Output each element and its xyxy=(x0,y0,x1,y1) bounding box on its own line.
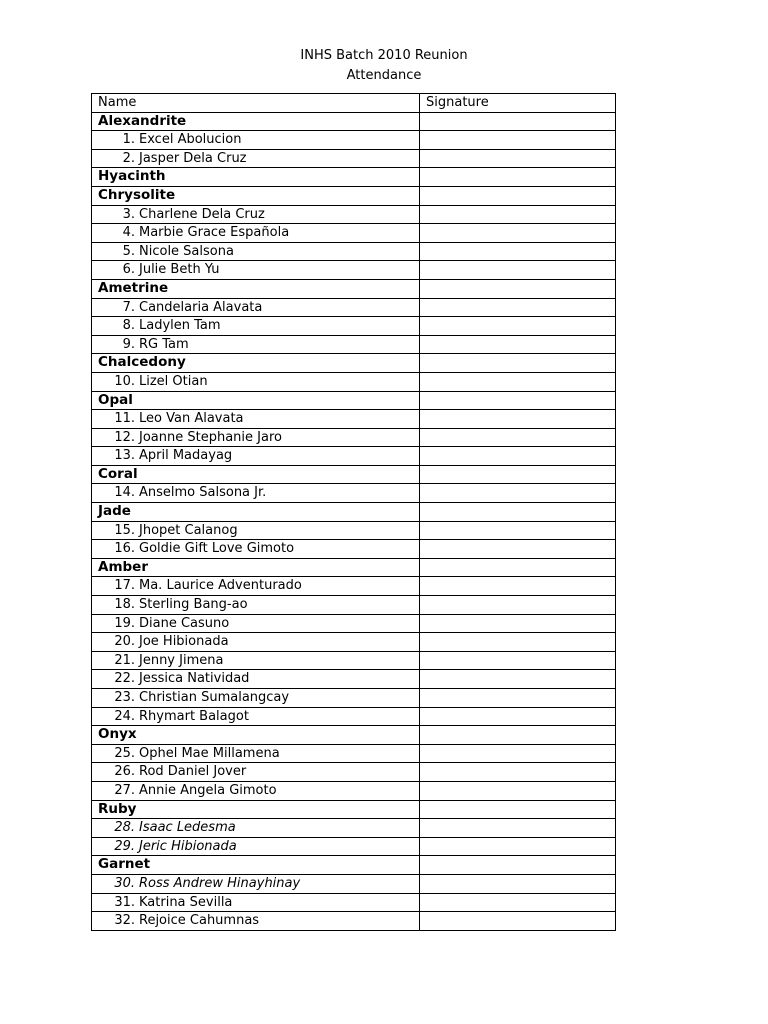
member-number: 29. xyxy=(114,838,135,854)
signature-cell xyxy=(420,558,616,577)
group-label: Jade xyxy=(92,503,420,522)
signature-cell xyxy=(420,372,616,391)
member-name: Julie Beth Yu xyxy=(139,262,220,278)
member-name: April Madayag xyxy=(139,448,233,464)
signature-cell xyxy=(420,726,616,745)
group-row xyxy=(92,168,616,187)
member-row xyxy=(92,670,616,689)
signature-cell xyxy=(420,484,616,503)
member-number: 18. xyxy=(114,597,135,613)
signature-cell xyxy=(420,149,616,168)
group-row xyxy=(92,726,616,745)
member-row xyxy=(92,819,616,838)
group-label: Chalcedony xyxy=(92,354,420,373)
member-number: 15. xyxy=(114,522,135,538)
member-row xyxy=(92,261,616,280)
member-number: 22. xyxy=(114,671,135,687)
group-label: Amber xyxy=(92,558,420,577)
signature-cell xyxy=(420,819,616,838)
member-number: 13. xyxy=(114,448,135,464)
member-row xyxy=(92,874,616,893)
member-name: RG Tam xyxy=(139,336,189,352)
member-name: Ma. Laurice Adventurado xyxy=(139,578,302,594)
member-number: 21. xyxy=(114,652,135,668)
member-cell xyxy=(92,707,420,726)
member-name: Marbie Grace Española xyxy=(139,225,290,241)
member-number: 20. xyxy=(114,634,135,650)
member-cell xyxy=(92,447,420,466)
member-cell xyxy=(92,912,420,931)
member-cell xyxy=(92,577,420,596)
group-row xyxy=(92,279,616,298)
table-body xyxy=(92,112,616,930)
member-cell xyxy=(92,763,420,782)
member-name: Jenny Jimena xyxy=(139,652,224,668)
member-name: Joe Hibionada xyxy=(139,634,229,650)
signature-cell xyxy=(420,856,616,875)
member-number: 25. xyxy=(114,745,135,761)
signature-cell xyxy=(420,874,616,893)
member-number: 3. xyxy=(122,206,135,222)
member-cell xyxy=(92,335,420,354)
member-cell xyxy=(92,521,420,540)
header-signature: Signature xyxy=(420,94,616,113)
member-cell xyxy=(92,131,420,150)
signature-cell xyxy=(420,112,616,131)
signature-cell xyxy=(420,391,616,410)
member-number: 4. xyxy=(122,225,135,241)
member-cell xyxy=(92,372,420,391)
member-cell xyxy=(92,689,420,708)
group-label: Garnet xyxy=(92,856,420,875)
member-cell xyxy=(92,298,420,317)
member-cell xyxy=(92,781,420,800)
member-cell xyxy=(92,242,420,261)
signature-cell xyxy=(420,131,616,150)
member-number: 17. xyxy=(114,578,135,594)
signature-cell xyxy=(420,837,616,856)
member-row xyxy=(92,540,616,559)
signature-cell xyxy=(420,186,616,205)
member-name: Jessica Natividad xyxy=(139,671,250,687)
member-row xyxy=(92,447,616,466)
signature-cell xyxy=(420,596,616,615)
signature-cell xyxy=(420,261,616,280)
group-label: Ruby xyxy=(92,800,420,819)
member-cell xyxy=(92,596,420,615)
member-row xyxy=(92,744,616,763)
signature-cell xyxy=(420,670,616,689)
group-row xyxy=(92,354,616,373)
member-name: Ladylen Tam xyxy=(139,318,221,334)
member-row xyxy=(92,577,616,596)
member-row xyxy=(92,372,616,391)
group-row xyxy=(92,800,616,819)
document-header xyxy=(0,46,768,85)
member-row xyxy=(92,521,616,540)
member-number: 14. xyxy=(114,485,135,501)
member-cell xyxy=(92,893,420,912)
member-row xyxy=(92,707,616,726)
signature-cell xyxy=(420,707,616,726)
signature-cell xyxy=(420,317,616,336)
member-cell xyxy=(92,651,420,670)
member-row xyxy=(92,224,616,243)
member-cell xyxy=(92,261,420,280)
member-name: Joanne Stephanie Jaro xyxy=(139,429,282,445)
member-name: Rejoice Cahumnas xyxy=(139,913,260,929)
signature-cell xyxy=(420,335,616,354)
member-number: 6. xyxy=(122,262,135,278)
member-name: Leo Van Alavata xyxy=(139,411,244,427)
member-row xyxy=(92,837,616,856)
member-row xyxy=(92,298,616,317)
member-number: 19. xyxy=(114,615,135,631)
group-label: Hyacinth xyxy=(92,168,420,187)
member-row xyxy=(92,205,616,224)
member-row xyxy=(92,763,616,782)
member-name: Goldie Gift Love Gimoto xyxy=(139,541,295,557)
group-row xyxy=(92,558,616,577)
member-number: 30. xyxy=(114,875,135,891)
member-number: 8. xyxy=(122,318,135,334)
member-row xyxy=(92,335,616,354)
member-cell xyxy=(92,670,420,689)
signature-cell xyxy=(420,540,616,559)
member-number: 1. xyxy=(122,132,135,148)
member-name: Christian Sumalangcay xyxy=(139,690,290,705)
member-row xyxy=(92,484,616,503)
group-label: Coral xyxy=(92,465,420,484)
signature-cell xyxy=(420,503,616,522)
signature-cell xyxy=(420,781,616,800)
member-row xyxy=(92,651,616,670)
group-row xyxy=(92,391,616,410)
group-label: Onyx xyxy=(92,726,420,745)
member-row xyxy=(92,781,616,800)
member-name: Nicole Salsona xyxy=(139,243,234,259)
member-name: Diane Casuno xyxy=(139,615,230,631)
member-cell xyxy=(92,428,420,447)
member-cell xyxy=(92,819,420,838)
member-row xyxy=(92,614,616,633)
member-row xyxy=(92,131,616,150)
member-name: Ross Andrew Hinayhinay xyxy=(139,875,301,891)
member-name: Jasper Dela Cruz xyxy=(139,150,247,166)
member-number: 5. xyxy=(122,243,135,259)
signature-cell xyxy=(420,800,616,819)
member-cell xyxy=(92,317,420,336)
table-header xyxy=(92,94,616,113)
member-cell xyxy=(92,205,420,224)
document-subtitle: Attendance xyxy=(346,67,422,83)
signature-cell xyxy=(420,242,616,261)
signature-cell xyxy=(420,577,616,596)
group-row xyxy=(92,503,616,522)
member-name: Jeric Hibionada xyxy=(139,838,237,854)
member-cell xyxy=(92,540,420,559)
member-name: Annie Angela Gimoto xyxy=(139,782,277,798)
member-row xyxy=(92,912,616,931)
group-label: Opal xyxy=(92,391,420,410)
member-cell xyxy=(92,837,420,856)
member-row xyxy=(92,242,616,261)
attendance-table xyxy=(91,93,616,931)
signature-cell xyxy=(420,893,616,912)
signature-cell xyxy=(420,651,616,670)
signature-cell xyxy=(420,912,616,931)
member-name: Rod Daniel Jover xyxy=(139,764,247,780)
member-number: 12. xyxy=(114,429,135,445)
member-cell xyxy=(92,874,420,893)
member-cell xyxy=(92,744,420,763)
member-number: 2. xyxy=(122,150,135,166)
group-row xyxy=(92,186,616,205)
member-name: Ophel Mae Millamena xyxy=(139,745,280,761)
member-number: 7. xyxy=(122,299,135,315)
member-cell xyxy=(92,614,420,633)
member-row xyxy=(92,893,616,912)
header-name: Name xyxy=(92,94,420,113)
member-row xyxy=(92,428,616,447)
member-row xyxy=(92,149,616,168)
member-number: 16. xyxy=(114,541,135,557)
member-number: 23. xyxy=(114,690,135,705)
member-cell xyxy=(92,410,420,429)
member-name: Lizel Otian xyxy=(139,373,208,389)
member-name: Sterling Bang-ao xyxy=(139,597,248,613)
header-row xyxy=(92,94,616,113)
signature-cell xyxy=(420,633,616,652)
member-number: 31. xyxy=(114,894,135,910)
signature-cell xyxy=(420,205,616,224)
group-row xyxy=(92,856,616,875)
signature-cell xyxy=(420,298,616,317)
member-name: Katrina Sevilla xyxy=(139,894,233,910)
member-name: Excel Abolucion xyxy=(139,132,242,148)
member-number: 10. xyxy=(114,373,135,389)
member-name: Candelaria Alavata xyxy=(139,299,263,315)
member-row xyxy=(92,633,616,652)
member-cell xyxy=(92,224,420,243)
member-number: 27. xyxy=(114,782,135,798)
signature-cell xyxy=(420,279,616,298)
group-label: Chrysolite xyxy=(92,186,420,205)
member-cell xyxy=(92,149,420,168)
signature-cell xyxy=(420,521,616,540)
member-name: Isaac Ledesma xyxy=(139,820,236,836)
member-number: 11. xyxy=(114,411,135,427)
group-label: Ametrine xyxy=(92,279,420,298)
member-cell xyxy=(92,633,420,652)
member-cell xyxy=(92,484,420,503)
member-number: 9. xyxy=(122,336,135,352)
signature-cell xyxy=(420,763,616,782)
signature-cell xyxy=(420,744,616,763)
member-row xyxy=(92,596,616,615)
group-row xyxy=(92,112,616,131)
signature-cell xyxy=(420,614,616,633)
signature-cell xyxy=(420,354,616,373)
member-row xyxy=(92,410,616,429)
signature-cell xyxy=(420,689,616,708)
signature-cell xyxy=(420,428,616,447)
member-name: Rhymart Balagot xyxy=(139,708,249,724)
signature-cell xyxy=(420,224,616,243)
member-number: 32. xyxy=(114,913,135,929)
group-label: Alexandrite xyxy=(92,112,420,131)
signature-cell xyxy=(420,465,616,484)
member-row xyxy=(92,689,616,708)
member-name: Charlene Dela Cruz xyxy=(139,206,265,222)
group-row xyxy=(92,465,616,484)
member-name: Anselmo Salsona Jr. xyxy=(139,485,267,501)
member-number: 24. xyxy=(114,708,135,724)
member-row xyxy=(92,317,616,336)
signature-cell xyxy=(420,447,616,466)
signature-cell xyxy=(420,168,616,187)
member-number: 26. xyxy=(114,764,135,780)
document-title: INHS Batch 2010 Reunion xyxy=(300,48,468,63)
member-number: 28. xyxy=(114,820,135,836)
signature-cell xyxy=(420,410,616,429)
member-name: Jhopet Calanog xyxy=(139,522,238,538)
